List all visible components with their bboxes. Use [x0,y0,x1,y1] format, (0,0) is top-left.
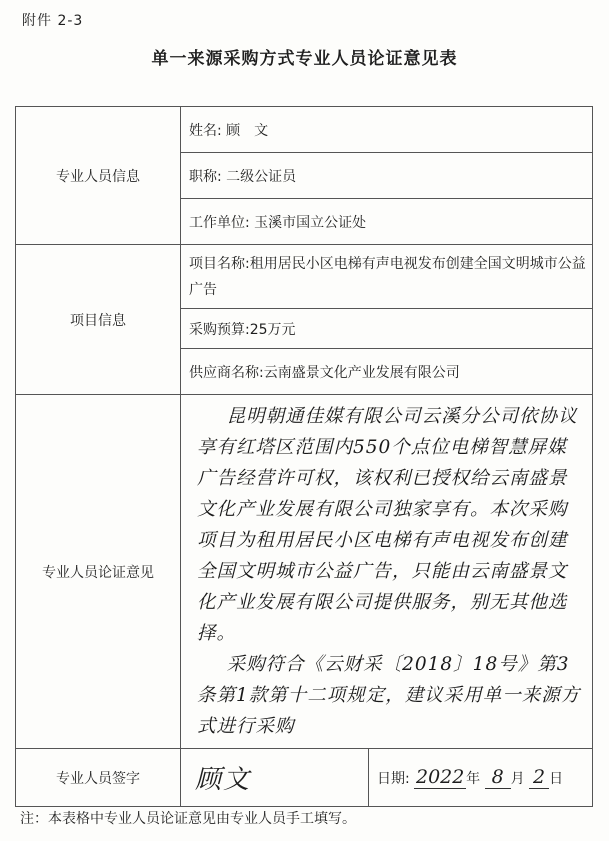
month-unit: 月 [510,771,525,787]
project-section-label: 项目信息 [16,245,181,395]
personnel-section-label: 专业人员信息 [16,107,181,245]
job-title-row [181,153,593,199]
day-unit: 日 [549,771,564,787]
date-month: 8 [485,766,511,789]
budget-value: 25万元 [249,321,296,338]
employer-row [181,199,593,245]
supplier-value: 云南盛景文化产业发展有限公司 [263,364,460,381]
date-day: 2 [529,766,549,789]
employer-label: 工作单位: [189,214,250,231]
name-label: 姓名: [189,122,222,139]
name-value: 顾 文 [226,122,269,139]
supplier-row [181,349,593,395]
opinion-form-table [15,106,593,807]
footnote: 注：本表格中专业人员论证意见由专业人员手工填写。 [20,811,356,827]
form-title: 单一来源采购方式专业人员论证意见表 [151,49,458,69]
project-name-label: 项目名称: [189,255,250,272]
opinion-paragraph-1: 昆明朝通佳媒有限公司云溪分公司依协议享有红塔区范围内550个点位电梯智慧屏媒广告经营许可权，该权利已授权给云南盛景文化产业发展有限公司独家享有。本次采购项目为租用居民小区电梯有声电视发布创建全国文明城市公益广告，只能由云南盛景文化产业发展有限公司提供服务，别无其他选择。 [197,406,578,644]
handwritten-opinion [181,395,593,749]
opinion-paragraph-2: 采购符合《云财采〔2018〕18号》第3条第1款第十二项规定，建议采用单一来源方式进行采购 [197,654,581,737]
job-title-label: 职称: [189,168,222,185]
project-name-row [181,245,593,309]
name-row [181,107,593,153]
date-year: 2022 [415,766,465,788]
date-row [369,749,593,807]
handwritten-signature: 顾文 [181,749,369,807]
supplier-label: 供应商名称: [189,364,264,381]
year-unit: 年 [466,771,481,787]
signature-label: 专业人员签字 [16,749,181,807]
opinion-section-label: 专业人员论证意见 [16,395,181,749]
project-name-value: 租用居民小区电梯有声电视发布创建全国文明城市公益广告 [189,255,586,298]
budget-row [181,309,593,349]
date-label: 日期: [377,771,410,787]
employer-value: 玉溪市国立公证处 [254,214,367,231]
attachment-number: 附件 2-3 [22,13,84,29]
budget-label: 采购预算: [189,321,250,338]
job-title-value: 二级公证员 [226,168,297,185]
